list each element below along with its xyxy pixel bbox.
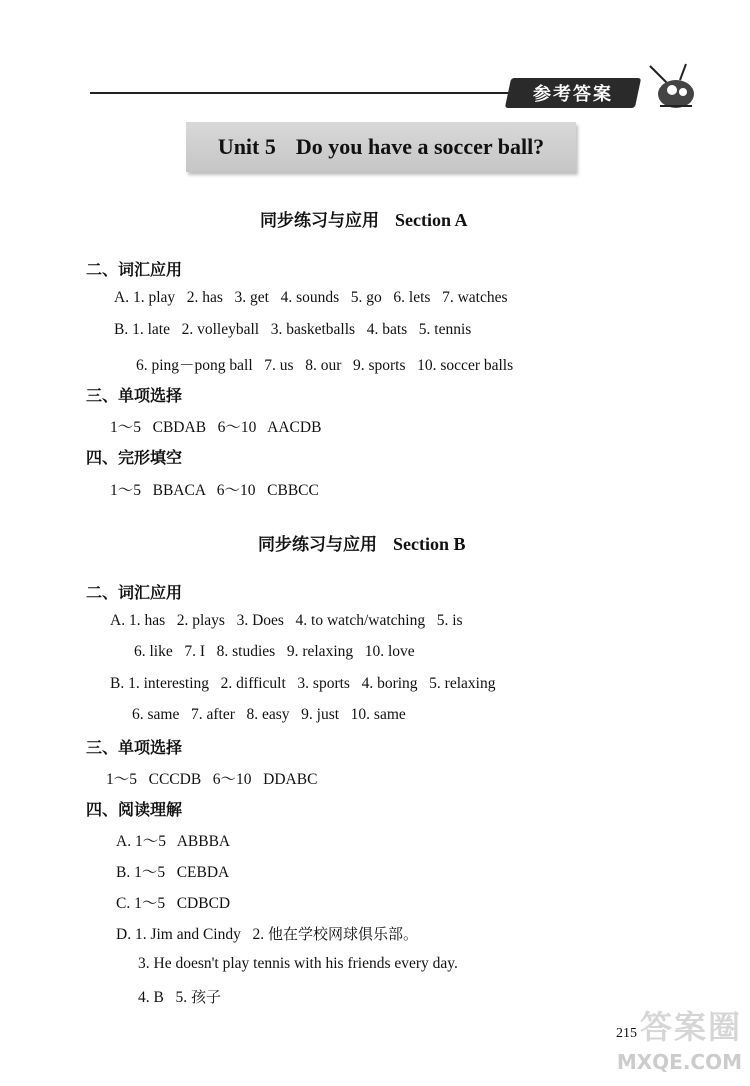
- section-b-title-en: Section B: [393, 534, 466, 554]
- section-a-part2-b2: 6. ping－pong ball 7. us 8. our 9. sports 10. soccer balls: [136, 357, 514, 374]
- section-b-part4-d3-cn: 孩子: [190, 988, 221, 1006]
- header-rule: [90, 92, 520, 94]
- unit-title-box: [186, 122, 576, 172]
- badge-label: 参考答案: [533, 84, 613, 105]
- section-b-part4-a: A. 1～5 ABBBA: [116, 833, 231, 850]
- section-b-part4-heading: 四、阅读理解: [86, 800, 183, 819]
- page-number: 215: [616, 1026, 637, 1041]
- section-b-title-cn: 同步练习与应用: [258, 535, 377, 555]
- section-b-part4-c: C. 1～5 CDBCD: [116, 895, 231, 912]
- section-b-part3-line: 1～5 CCCDB 6～10 DDABC: [106, 771, 318, 788]
- watermark-url: MXQE.COM: [616, 1050, 742, 1074]
- section-b-part4-d3-en: 4. B 5.: [138, 989, 191, 1006]
- section-a-part2-b1: B. 1. late 2. volleyball 3. basketballs 4. bats 5. tennis: [114, 321, 472, 338]
- section-b-part3-heading: 三、单项选择: [86, 738, 183, 757]
- watermark-logo: 答案圈: [639, 1008, 742, 1046]
- pen-figure-icon: [646, 62, 702, 114]
- section-b-part2-b1: B. 1. interesting 2. difficult 3. sports 4. boring 5. relaxing: [110, 675, 496, 692]
- section-a-title: [260, 206, 468, 231]
- section-a-part3-line: 1～5 CBDAB 6～10 AACDB: [110, 419, 322, 436]
- section-b-part2-a1: A. 1. has 2. plays 3. Does 4. to watch/watching 5. is: [110, 612, 463, 629]
- section-b-part2-heading: 二、词汇应用: [86, 583, 183, 602]
- section-a-part2-heading: 二、词汇应用: [86, 260, 183, 279]
- section-b-part4-d2: 3. He doesn't play tennis with his friends every day.: [138, 955, 458, 972]
- unit-number: Unit 5: [217, 134, 276, 159]
- section-b-part4-b: B. 1～5 CEBDA: [116, 864, 230, 881]
- section-b-part2-a2: 6. like 7. I 8. studies 9. relaxing 10. love: [134, 643, 415, 660]
- section-a-part3-heading: 三、单项选择: [86, 386, 183, 405]
- unit-name: Do you have a soccer ball?: [295, 134, 545, 159]
- section-b-title: [258, 530, 466, 555]
- section-b-part4-d3: [138, 986, 221, 1007]
- section-b-part4-d1: [116, 923, 418, 944]
- section-a-part2-a: A. 1. play 2. has 3. get 4. sounds 5. go 6. lets 7. watches: [114, 289, 508, 306]
- section-b-part2-b2: 6. same 7. after 8. easy 9. just 10. same: [132, 706, 406, 723]
- section-a-title-cn: 同步练习与应用: [260, 211, 379, 231]
- unit-title: [218, 134, 544, 160]
- section-a-title-en: Section A: [395, 210, 468, 230]
- section-a-part4-heading: 四、完形填空: [86, 448, 183, 467]
- section-b-part4-d1-en: D. 1. Jim and Cindy 2.: [116, 926, 268, 943]
- answer-key-badge: [505, 78, 641, 108]
- section-a-part4-line: 1～5 BBACA 6～10 CBBCC: [110, 482, 319, 499]
- section-b-part4-d1-cn: 他在学校网球俱乐部。: [268, 925, 419, 943]
